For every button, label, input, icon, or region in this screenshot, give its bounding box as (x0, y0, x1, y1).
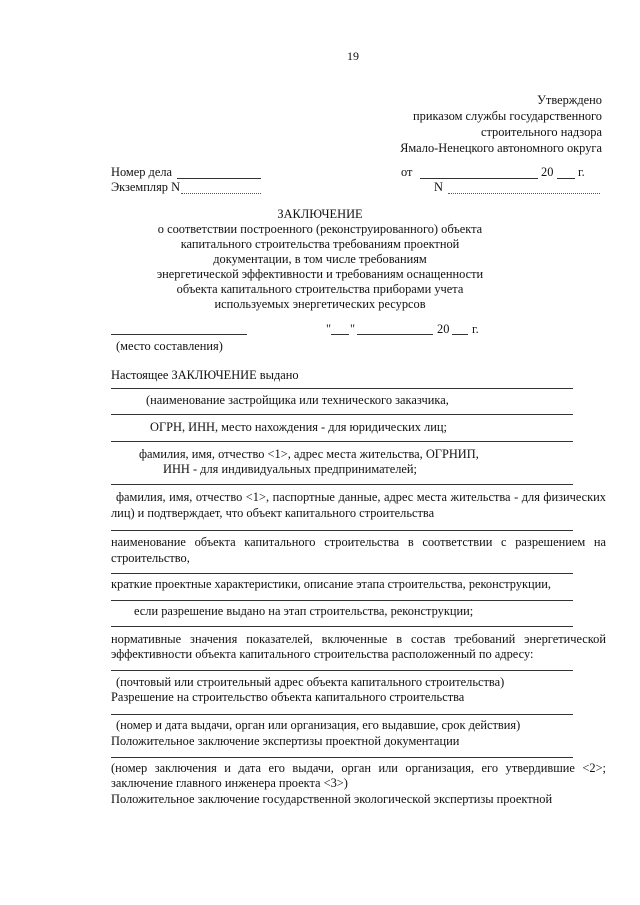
date-year-suffix: г. (578, 165, 585, 179)
place-date-year-prefix: 20 (437, 322, 450, 336)
characteristics-caption: краткие проектные характеристики, описание этапа строительства, реконструкции, (111, 577, 552, 591)
place-blank[interactable] (111, 334, 247, 335)
expertise-label: Положительное заключение экспертизы проектной документации (111, 734, 460, 748)
entrepreneur-blank[interactable] (111, 441, 573, 442)
legal-entity-blank[interactable] (111, 414, 573, 415)
date-from-label: от (401, 165, 413, 179)
stage-caption: если разрешение выдано на этап строительства, реконструкции; (134, 604, 474, 618)
normative-blank[interactable] (111, 626, 573, 627)
registration-number-label: N (434, 180, 443, 194)
title-line-2: капитального строительства требованиям проектной (180, 237, 460, 251)
case-number-blank[interactable] (177, 178, 261, 179)
month-blank[interactable] (357, 334, 433, 335)
date-quote-close: " (350, 322, 356, 336)
place-caption: (место составления) (116, 339, 223, 353)
individual-caption-1: фамилия, имя, отчество <1>, паспортные данные, адрес места жительства - для физических (116, 490, 606, 504)
expertise-blank[interactable] (111, 757, 573, 758)
approval-line-3: строительного надзора (480, 125, 602, 139)
expertise-caption-2: заключение главного инженера проекта <3>) (111, 776, 348, 790)
title-line-4: энергетической эффективности и требованиям оснащенности (156, 267, 484, 281)
entrepreneur-caption-1: фамилия, имя, отчество <1>, адрес места жительства, ОГРНИП, (139, 447, 479, 461)
permit-blank[interactable] (111, 714, 573, 715)
object-name-caption-1: наименование объекта капитального строительства в соответствии с разрешением на (111, 535, 606, 549)
individual-caption-2: лиц) и подтверждает, что объект капитального строительства (111, 506, 435, 520)
address-blank[interactable] (111, 670, 573, 671)
title-line-6: используемых энергетических ресурсов (214, 297, 426, 311)
permit-label: Разрешение на строительство объекта капитального строительства (111, 690, 465, 704)
eco-expertise-label: Положительное заключение государственной экологической экспертизы проектной (111, 792, 553, 806)
expertise-caption-1: (номер заключения и дата его выдачи, орган или организация, его утвердившие <2>; (111, 761, 606, 775)
legal-entity-caption: ОГРН, ИНН, место нахождения - для юридических лиц; (150, 420, 447, 434)
date-year-prefix: 20 (541, 165, 554, 179)
title-main: ЗАКЛЮЧЕНИЕ (277, 207, 363, 221)
characteristics-blank[interactable] (111, 573, 573, 574)
individual-blank[interactable] (111, 484, 573, 485)
case-number-label: Номер дела (111, 165, 173, 179)
registration-number-blank[interactable] (448, 193, 600, 194)
approval-line-4: Ямало-Ненецкого автономного округа (400, 141, 602, 155)
developer-blank[interactable] (111, 388, 573, 389)
normative-caption-1: нормативные значения показателей, включенные в состав требований энергетической (111, 632, 606, 646)
copy-label: Экземпляр N (111, 180, 181, 194)
day-blank[interactable] (331, 334, 349, 335)
title-line-5: объекта капитального строительства приборами учета (176, 282, 464, 296)
address-caption: (почтовый или строительный адрес объекта капитального строительства) (116, 675, 505, 689)
permit-caption: (номер и дата выдачи, орган или организация, его выдавшие, срок действия) (116, 718, 521, 732)
approval-line-2: приказом службы государственного (413, 109, 602, 123)
place-date-year-suffix: г. (472, 322, 479, 336)
developer-caption: (наименование застройщика или технического заказчика, (146, 393, 449, 407)
title-line-3: документации, в том числе требованиям (213, 252, 427, 266)
object-name-caption-2: строительство, (111, 551, 190, 565)
copy-number-blank[interactable] (181, 193, 261, 194)
stage-blank[interactable] (111, 600, 573, 601)
date-blank[interactable] (420, 178, 538, 179)
date-year-blank[interactable] (557, 178, 575, 179)
date-quote-open: " (326, 322, 332, 336)
place-date-year-blank[interactable] (452, 334, 468, 335)
page-number: 19 (347, 49, 359, 63)
approval-line-1: Утверждено (537, 93, 602, 107)
entrepreneur-caption-2: ИНН - для индивидуальных предпринимателей; (163, 462, 417, 476)
object-name-blank[interactable] (111, 530, 573, 531)
title-line-1: о соответствии построенного (реконструированного) объекта (157, 222, 483, 236)
normative-caption-2: эффективности объекта капитального строительства расположенный по адресу: (111, 647, 534, 661)
intro-text: Настоящее ЗАКЛЮЧЕНИЕ выдано (111, 368, 299, 382)
